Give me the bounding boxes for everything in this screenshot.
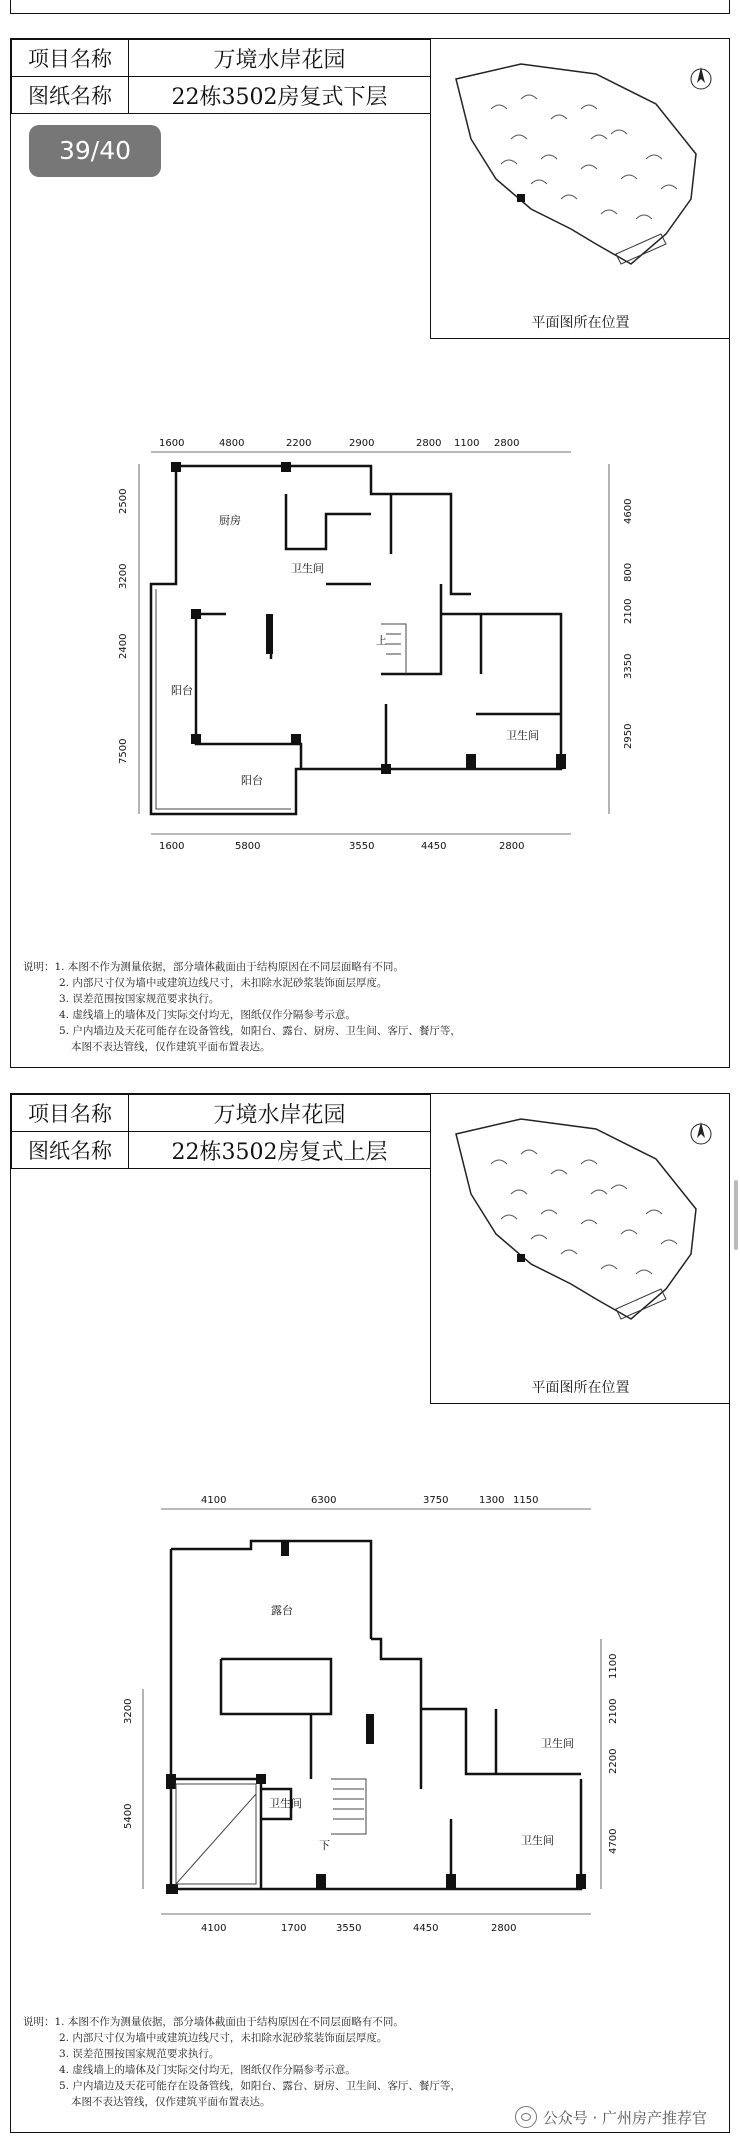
note-1: 1. 本图不作为测量依据，部分墙体截面由于结构原因在不同层面略有不同。 bbox=[54, 961, 404, 973]
room-label-bathroom-1: 卫生间 bbox=[269, 1797, 302, 1810]
dim-bottom-2: 1700 bbox=[281, 1923, 307, 1934]
notes-block bbox=[23, 2014, 461, 2110]
site-location-map bbox=[430, 1094, 730, 1404]
room-label-bathroom-2: 卫生间 bbox=[541, 1737, 574, 1750]
dim-right-4: 4700 bbox=[608, 1828, 619, 1854]
scrollbar-thumb[interactable] bbox=[734, 1180, 738, 1250]
dim-right-5: 2950 bbox=[623, 723, 634, 749]
room-label-terrace: 露台 bbox=[271, 1604, 293, 1617]
dim-top-6: 1100 bbox=[454, 438, 480, 449]
notes-title: 说明： bbox=[23, 2016, 55, 2028]
page-indicator: 39/40 bbox=[29, 125, 161, 177]
notes-block bbox=[23, 959, 461, 1055]
project-label: 项目名称 bbox=[12, 1095, 129, 1132]
title-block bbox=[11, 39, 431, 114]
note-2: 2. 内部尺寸仅为墙中或建筑边线尺寸，未扣除水泥砂浆装饰面层厚度。 bbox=[59, 2032, 388, 2044]
dim-top-4: 2900 bbox=[349, 438, 375, 449]
drawing-name: 22栋3502房复式上层 bbox=[129, 1132, 431, 1169]
dim-bottom-1: 4100 bbox=[201, 1923, 227, 1934]
dim-bottom-2: 5800 bbox=[235, 841, 261, 852]
project-name: 万境水岸花园 bbox=[129, 40, 431, 77]
dim-right-3: 2100 bbox=[623, 598, 634, 624]
dim-bottom-3: 3550 bbox=[349, 841, 375, 852]
drawing-label: 图纸名称 bbox=[12, 1132, 129, 1169]
room-label-bathroom-1: 卫生间 bbox=[291, 562, 324, 575]
dim-bottom-3: 3550 bbox=[336, 1923, 362, 1934]
upper-floor-plan bbox=[123, 1489, 631, 1939]
drawing-name: 22栋3502房复式下层 bbox=[129, 77, 431, 114]
dim-bottom-5: 2800 bbox=[499, 841, 525, 852]
dim-left-2: 3200 bbox=[118, 563, 129, 589]
dim-top-7: 2800 bbox=[494, 438, 520, 449]
dim-right-3: 2200 bbox=[608, 1748, 619, 1774]
dim-bottom-4: 4450 bbox=[413, 1923, 439, 1934]
dim-top-5: 1150 bbox=[513, 1495, 539, 1506]
north-arrow-icon bbox=[691, 1122, 711, 1144]
project-name: 万境水岸花园 bbox=[129, 1095, 431, 1132]
dim-top-4: 1300 bbox=[479, 1495, 505, 1506]
dim-top-2: 6300 bbox=[311, 1495, 337, 1506]
project-label: 项目名称 bbox=[12, 40, 129, 77]
dim-right-1: 4600 bbox=[623, 498, 634, 524]
note-3: 3. 误差范围按国家规范要求执行。 bbox=[59, 993, 220, 1005]
note-3: 3. 误差范围按国家规范要求执行。 bbox=[59, 2048, 220, 2060]
note-4: 4. 虚线墙上的墙体及门实际交付均无，图纸仅作分隔参考示意。 bbox=[59, 2064, 356, 2076]
dim-top-2: 4800 bbox=[219, 438, 245, 449]
dim-bottom-5: 2800 bbox=[491, 1923, 517, 1934]
note-6: 本图不表达管线，仅作建筑平面布置表达。 bbox=[71, 1041, 271, 1053]
notes-title-line bbox=[23, 959, 461, 975]
room-label-balcony-2: 阳台 bbox=[241, 774, 263, 787]
dim-left-1: 2500 bbox=[118, 488, 129, 514]
site-map-drawing bbox=[431, 39, 729, 309]
site-map-caption: 平面图所在位置 bbox=[531, 315, 630, 331]
site-location-map bbox=[430, 39, 730, 339]
dim-bottom-1: 1600 bbox=[159, 841, 185, 852]
dim-right-4: 3350 bbox=[623, 653, 634, 679]
wechat-icon bbox=[515, 2106, 537, 2128]
floorplan-sheet-lower bbox=[10, 38, 730, 1068]
dim-left-2: 5400 bbox=[123, 1803, 134, 1829]
dim-left-3: 2400 bbox=[118, 633, 129, 659]
dim-right-1: 1100 bbox=[608, 1653, 619, 1679]
room-label-kitchen: 厨房 bbox=[219, 514, 241, 527]
notes-title-line bbox=[23, 2014, 461, 2030]
dim-top-1: 4100 bbox=[201, 1495, 227, 1506]
watermark bbox=[515, 2106, 707, 2128]
room-label-bathroom-2: 卫生间 bbox=[506, 729, 539, 742]
dim-top-1: 1600 bbox=[159, 438, 185, 449]
lower-floor-plan bbox=[118, 434, 634, 854]
drawing-label: 图纸名称 bbox=[12, 77, 129, 114]
room-label-bathroom-3: 卫生间 bbox=[521, 1834, 554, 1847]
watermark-text: 公众号 · 广州房产推荐官 bbox=[542, 2108, 707, 2127]
site-map-drawing bbox=[431, 1094, 729, 1374]
note-4: 4. 虚线墙上的墙体及门实际交付均无，图纸仅作分隔参考示意。 bbox=[59, 1009, 356, 1021]
note-1: 1. 本图不作为测量依据，部分墙体截面由于结构原因在不同层面略有不同。 bbox=[54, 2016, 404, 2028]
notes-title: 说明： bbox=[23, 961, 55, 973]
north-arrow-icon bbox=[691, 67, 711, 89]
room-label-balcony-1: 阳台 bbox=[171, 684, 193, 697]
dim-right-2: 800 bbox=[623, 562, 634, 582]
title-block bbox=[11, 1094, 431, 1169]
note-5: 5. 户内墙边及天花可能存在设备管线，如阳台、露台、厨房、卫生间、客厅、餐厅等， bbox=[59, 2080, 461, 2092]
dim-left-1: 3200 bbox=[123, 1698, 134, 1724]
dim-top-5: 2800 bbox=[416, 438, 442, 449]
dim-bottom-4: 4450 bbox=[421, 841, 447, 852]
dim-right-2: 2100 bbox=[608, 1698, 619, 1724]
previous-page-edge bbox=[10, 0, 730, 14]
stair-up-label: 上 bbox=[376, 634, 387, 647]
dim-left-4: 7500 bbox=[118, 738, 129, 764]
floorplan-sheet-upper bbox=[10, 1093, 730, 2133]
dim-top-3: 2200 bbox=[286, 438, 312, 449]
note-5: 5. 户内墙边及天花可能存在设备管线，如阳台、露台、厨房、卫生间、客厅、餐厅等， bbox=[59, 1025, 461, 1037]
note-2: 2. 内部尺寸仅为墙中或建筑边线尺寸，未扣除水泥砂浆装饰面层厚度。 bbox=[59, 977, 388, 989]
site-map-caption: 平面图所在位置 bbox=[531, 1380, 630, 1396]
stair-down-label: 下 bbox=[319, 1839, 330, 1852]
note-6: 本图不表达管线，仅作建筑平面布置表达。 bbox=[71, 2096, 271, 2108]
dim-top-3: 3750 bbox=[423, 1495, 449, 1506]
